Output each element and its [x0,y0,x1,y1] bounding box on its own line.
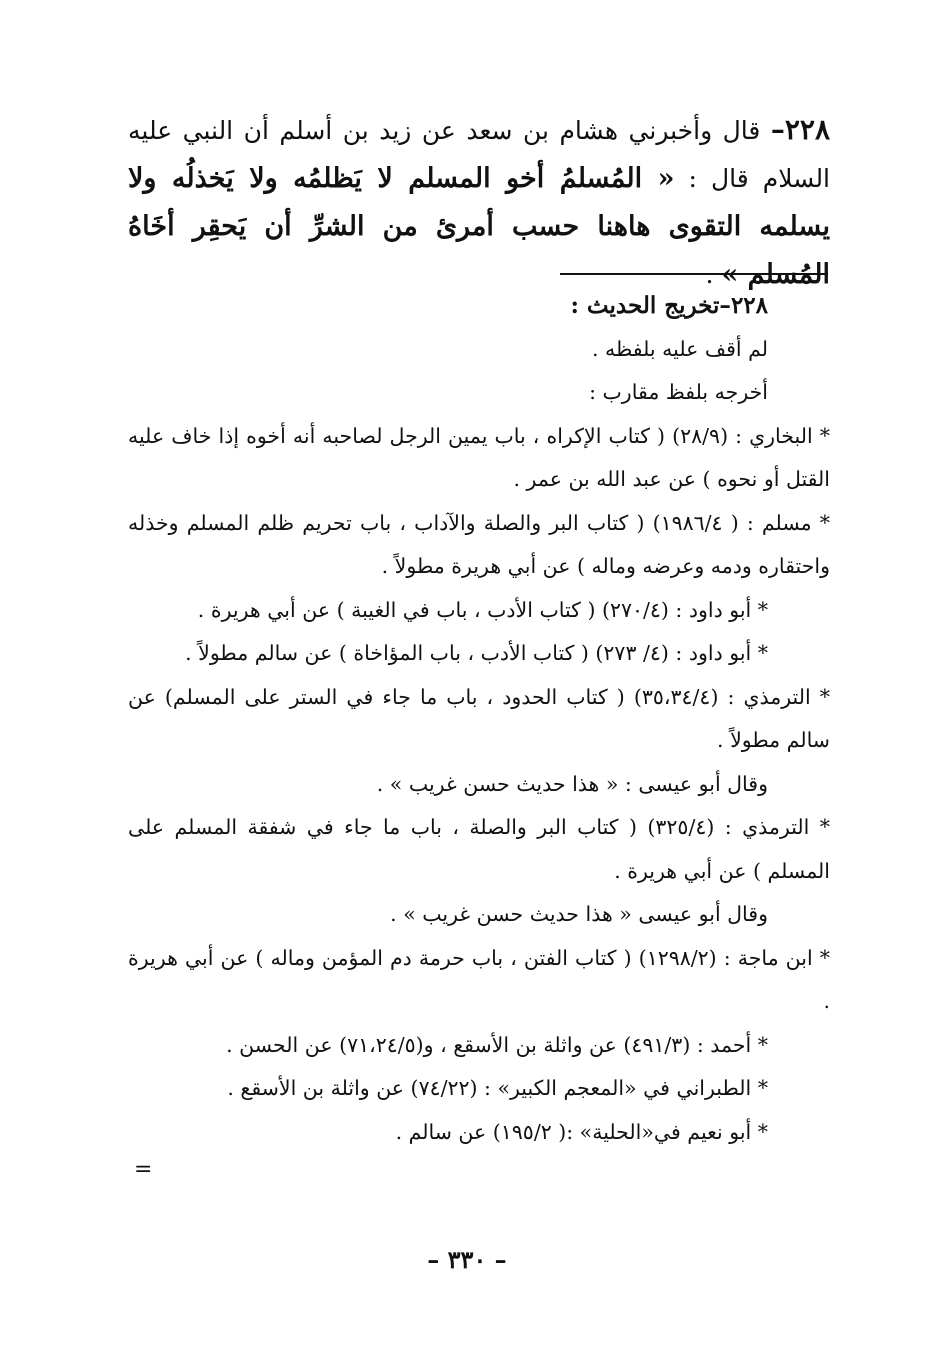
takhrij-entry-tabarani: * الطبراني في «المعجم الكبير» : (٧٤/٢٢) عن واثلة بن الأسقع . [227,1076,768,1100]
takhrij-entry-abu-nuaym: * أبو نعيم في«الحلية» :( ١٩٥/٢) عن سالم . [395,1119,768,1144]
note-line: أخرجه بلفظ مقارب : [589,380,768,404]
hadith-matn: « المُسلمُ أخو المسلم لا يَظلمُه ولا يَخذلُه ولا يسلمه التقوى هاهنا حسب أمرئ من الشرِّ أن يَحقِر أخَاهُ المُسلم » [128,163,830,290]
takhrij-entry-ahmad: * أحمد : (٤٩١/٣) عن واثلة بن الأسقع ، و(٧١،٢٤/٥) عن الحسن . [226,1032,768,1057]
hadith-text [128,106,830,299]
takhrij-entry-abu-dawud-1: * أبو داود : (٢٧٠/٤) ( كتاب الأدب ، باب في الغيبة ) عن أبي هريرة . [197,597,768,622]
continuation-mark: = [134,1157,153,1182]
takhrij-entry-ibn-majah: * ابن ماجة : (١٢٩٨/٢) ( كتاب الفتن ، باب حرمة دم المؤمن وماله ) عن أبي هريرة . [128,945,830,1013]
hadith-number: ٢٢٨– [770,113,830,146]
note-line: لم أقف عليه بلفظه . [591,336,768,361]
takhrij-entry-tirmidhi-2: * الترمذي : (٣٢٥/٤) ( كتاب البر والصلة ، باب ما جاء في شفقة المسلم على المسلم ) عن أبي هريرة . [128,815,830,883]
takhrij-entry-bukhari: * البخاري : (٢٨/٩) ( كتاب الإكراه ، باب يمين الرجل لصاحبه أنه أخوه إذا خاف عليه القتل أو نحوه ) عن عبد الله بن عمر . [128,423,830,491]
takhrij-entry-muslim: * مسلم : ( ١٩٨٦/٤) ( كتاب البر والصلة والآداب ، باب تحريم ظلم المسلم وخذله واحتقاره ودمه وعرضه وماله ) عن أبي هريرة مطولاً . [128,510,831,578]
footnote-separator [560,273,828,275]
tirmidhi-comment-2: وقال أبو عيسى « هذا حديث حسن غريب » . [390,902,768,926]
page-number: – ٣٣٠ – [427,1245,507,1274]
tirmidhi-comment-1: وقال أبو عيسى : « هذا حديث حسن غريب » . [376,771,768,796]
hadith-intro: قال وأخبرني هشام بن سعد عن زيد بن أسلم أن النبي عليه السلام قال : [128,116,831,193]
takhrij-notes [128,284,830,1154]
takhrij-entry-abu-dawud-2: * أبو داود : (٤/ ٢٧٣) ( كتاب الأدب ، باب المؤاخاة ) عن سالم مطولاً . [185,641,768,665]
takhrij-heading: ٢٢٨–تخريج الحديث : [570,292,768,319]
hadith-end: . [705,260,722,289]
takhrij-entry-tirmidhi-1: * الترمذي : (٣٥،٣٤/٤) ( كتاب الحدود ، باب ما جاء في الستر على المسلم) عن سالم مطولاً . [128,684,830,752]
